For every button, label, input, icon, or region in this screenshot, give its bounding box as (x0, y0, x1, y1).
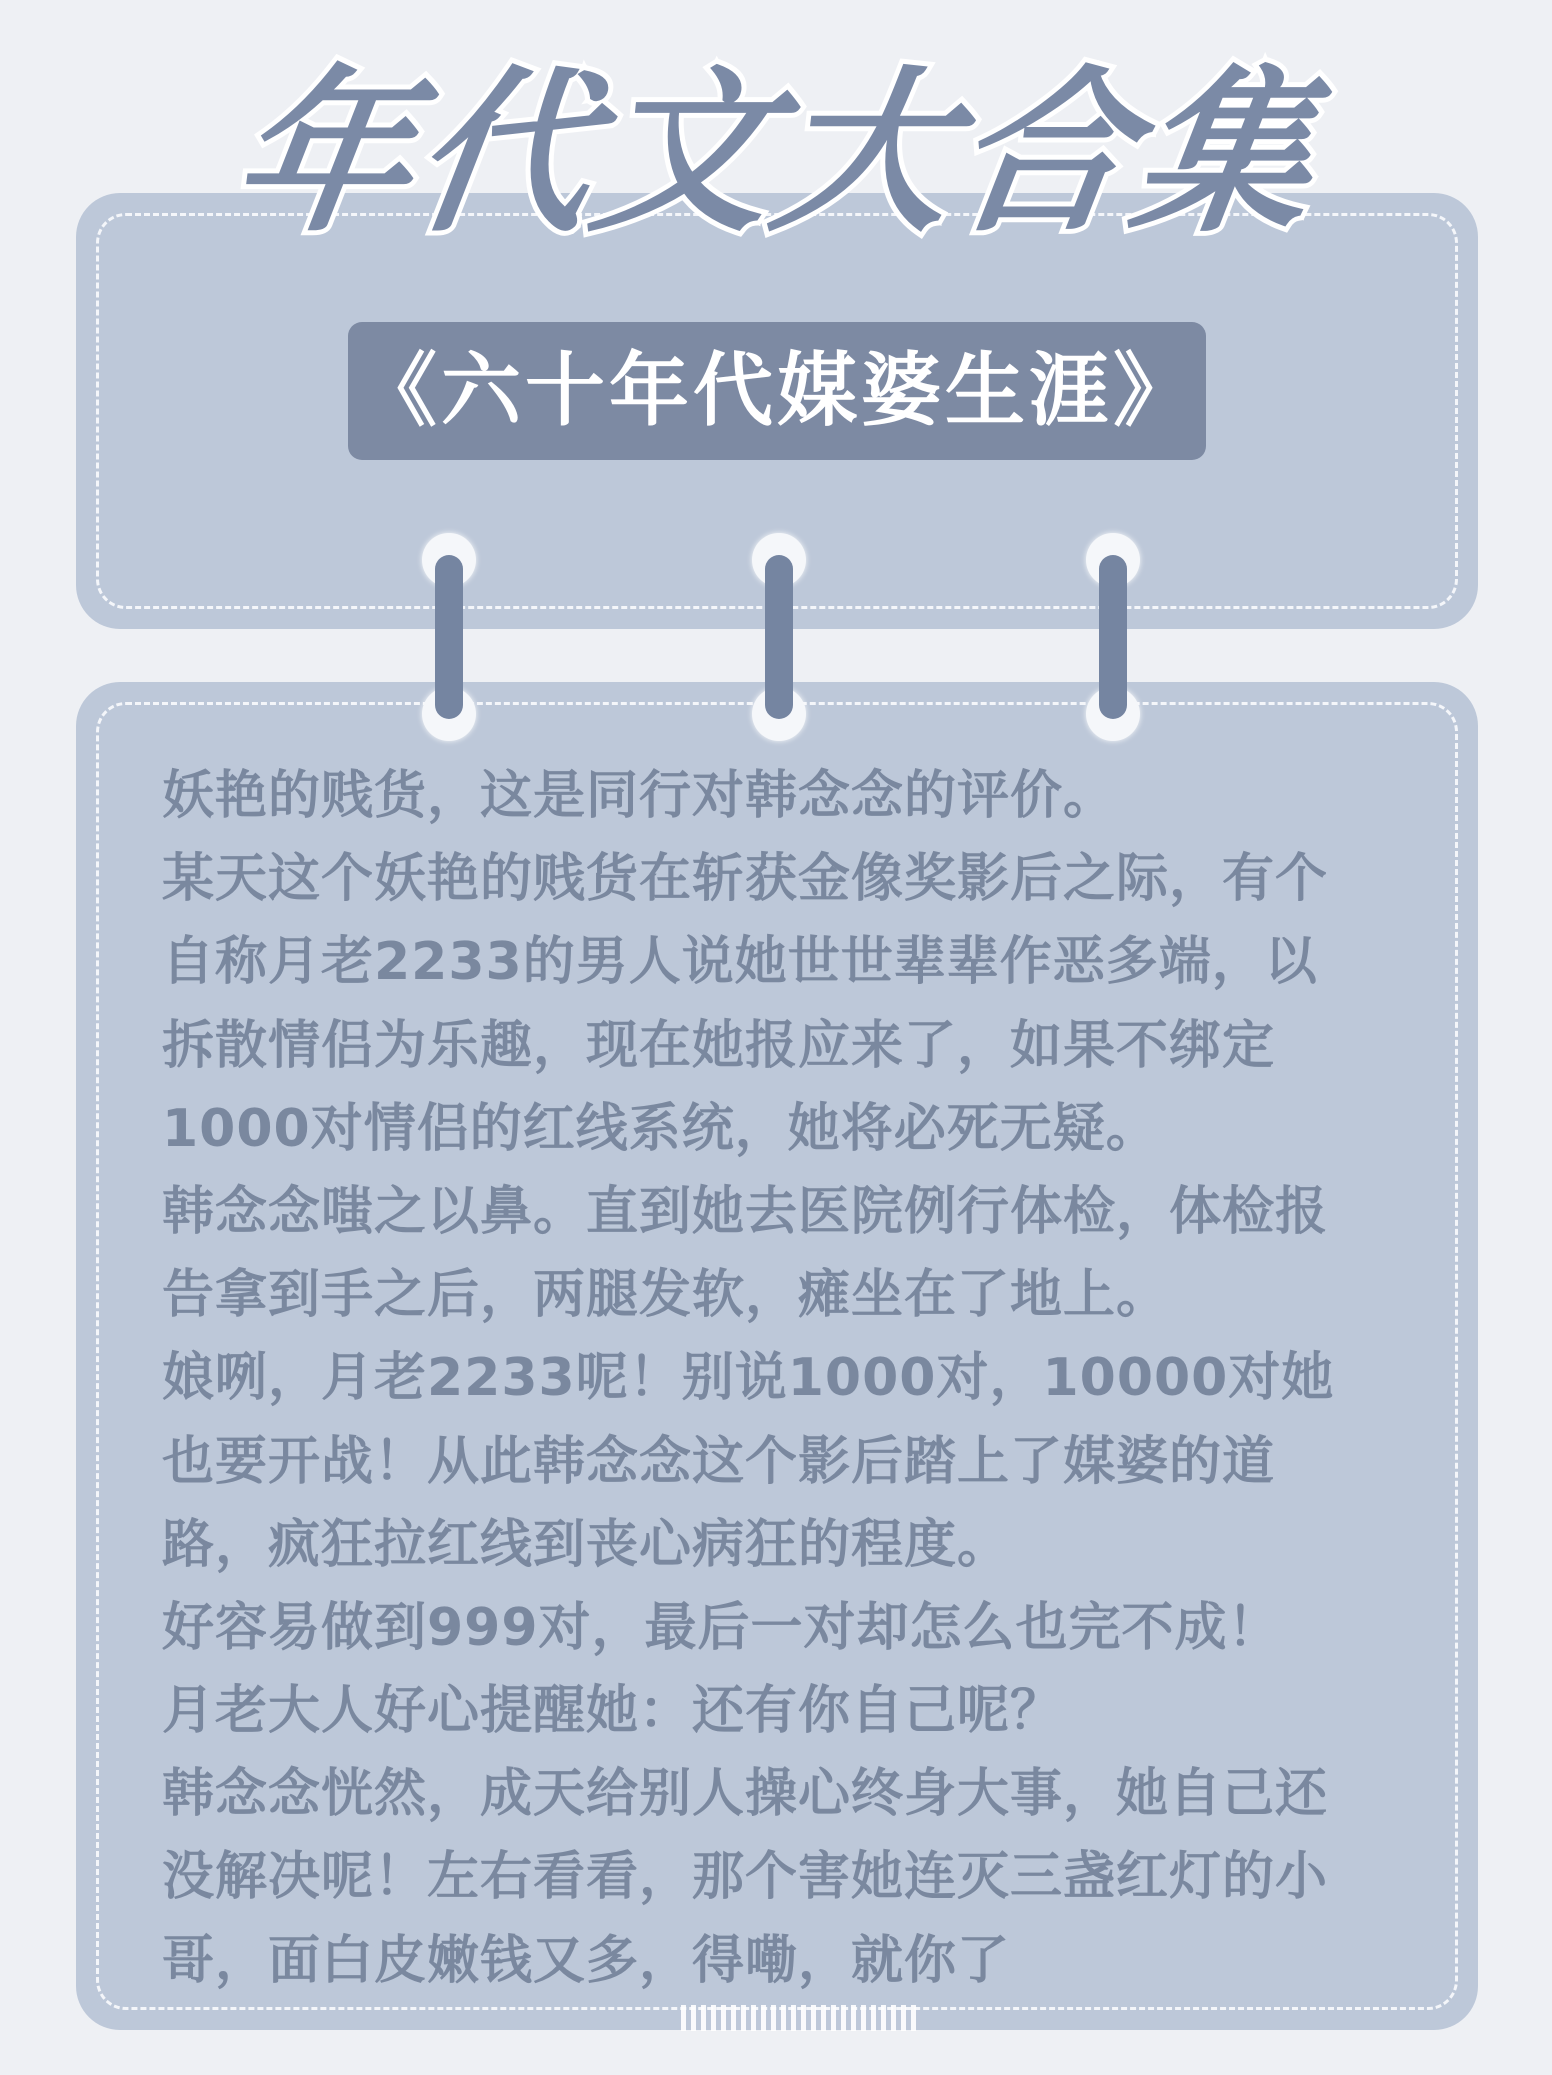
binder-ring-right (1086, 533, 1140, 741)
binder-ring-middle (752, 533, 806, 741)
synopsis-text (162, 755, 1432, 2003)
text-line: 娘咧，月老2233呢！别说1000对，10000对她 (162, 1348, 1335, 1409)
text-line: 韩念念恍然，成天给别人操心终身大事，她自己还 (162, 1764, 1329, 1825)
text-line: 好容易做到999对，最后一对却怎么也完不成！ (162, 1597, 1281, 1658)
binder-ring-left (422, 533, 476, 741)
text-line: 告拿到手之后，两腿发软，瘫坐在了地上。 (162, 1265, 1170, 1326)
text-line: 哥，面白皮嫩钱又多，得嘞，就你了 (162, 1930, 1011, 1991)
page-title: 年代文大合集 (221, 51, 1331, 256)
book-title-banner: 《六十年代媒婆生涯》 (348, 322, 1206, 460)
text-line: 拆散情侣为乐趣，现在她报应来了，如果不绑定 (162, 1015, 1276, 1076)
page-indicator (681, 2005, 916, 2031)
text-line: 1000对情侣的红线系统，她将必死无疑。 (162, 1098, 1159, 1159)
text-line: 韩念念嗤之以鼻。直到她去医院例行体检，体检报 (162, 1181, 1329, 1242)
text-line: 自称月老2233的男人说她世世辈辈作恶多端，以 (162, 932, 1318, 993)
text-line: 没解决呢！左右看看，那个害她连灭三盏红灯的小 (162, 1847, 1329, 1908)
text-line: 妖艳的贱货，这是同行对韩念念的评价。 (162, 766, 1117, 826)
text-line: 也要开战！从此韩念念这个影后踏上了媒婆的道 (162, 1431, 1276, 1492)
text-line: 路，疯狂拉红线到丧心病狂的程度。 (162, 1514, 1011, 1575)
text-line: 某天这个妖艳的贱货在斩获金像奖影后之际，有个 (162, 849, 1329, 910)
text-line: 月老大人好心提醒她：还有你自己呢？ (162, 1681, 1064, 1742)
